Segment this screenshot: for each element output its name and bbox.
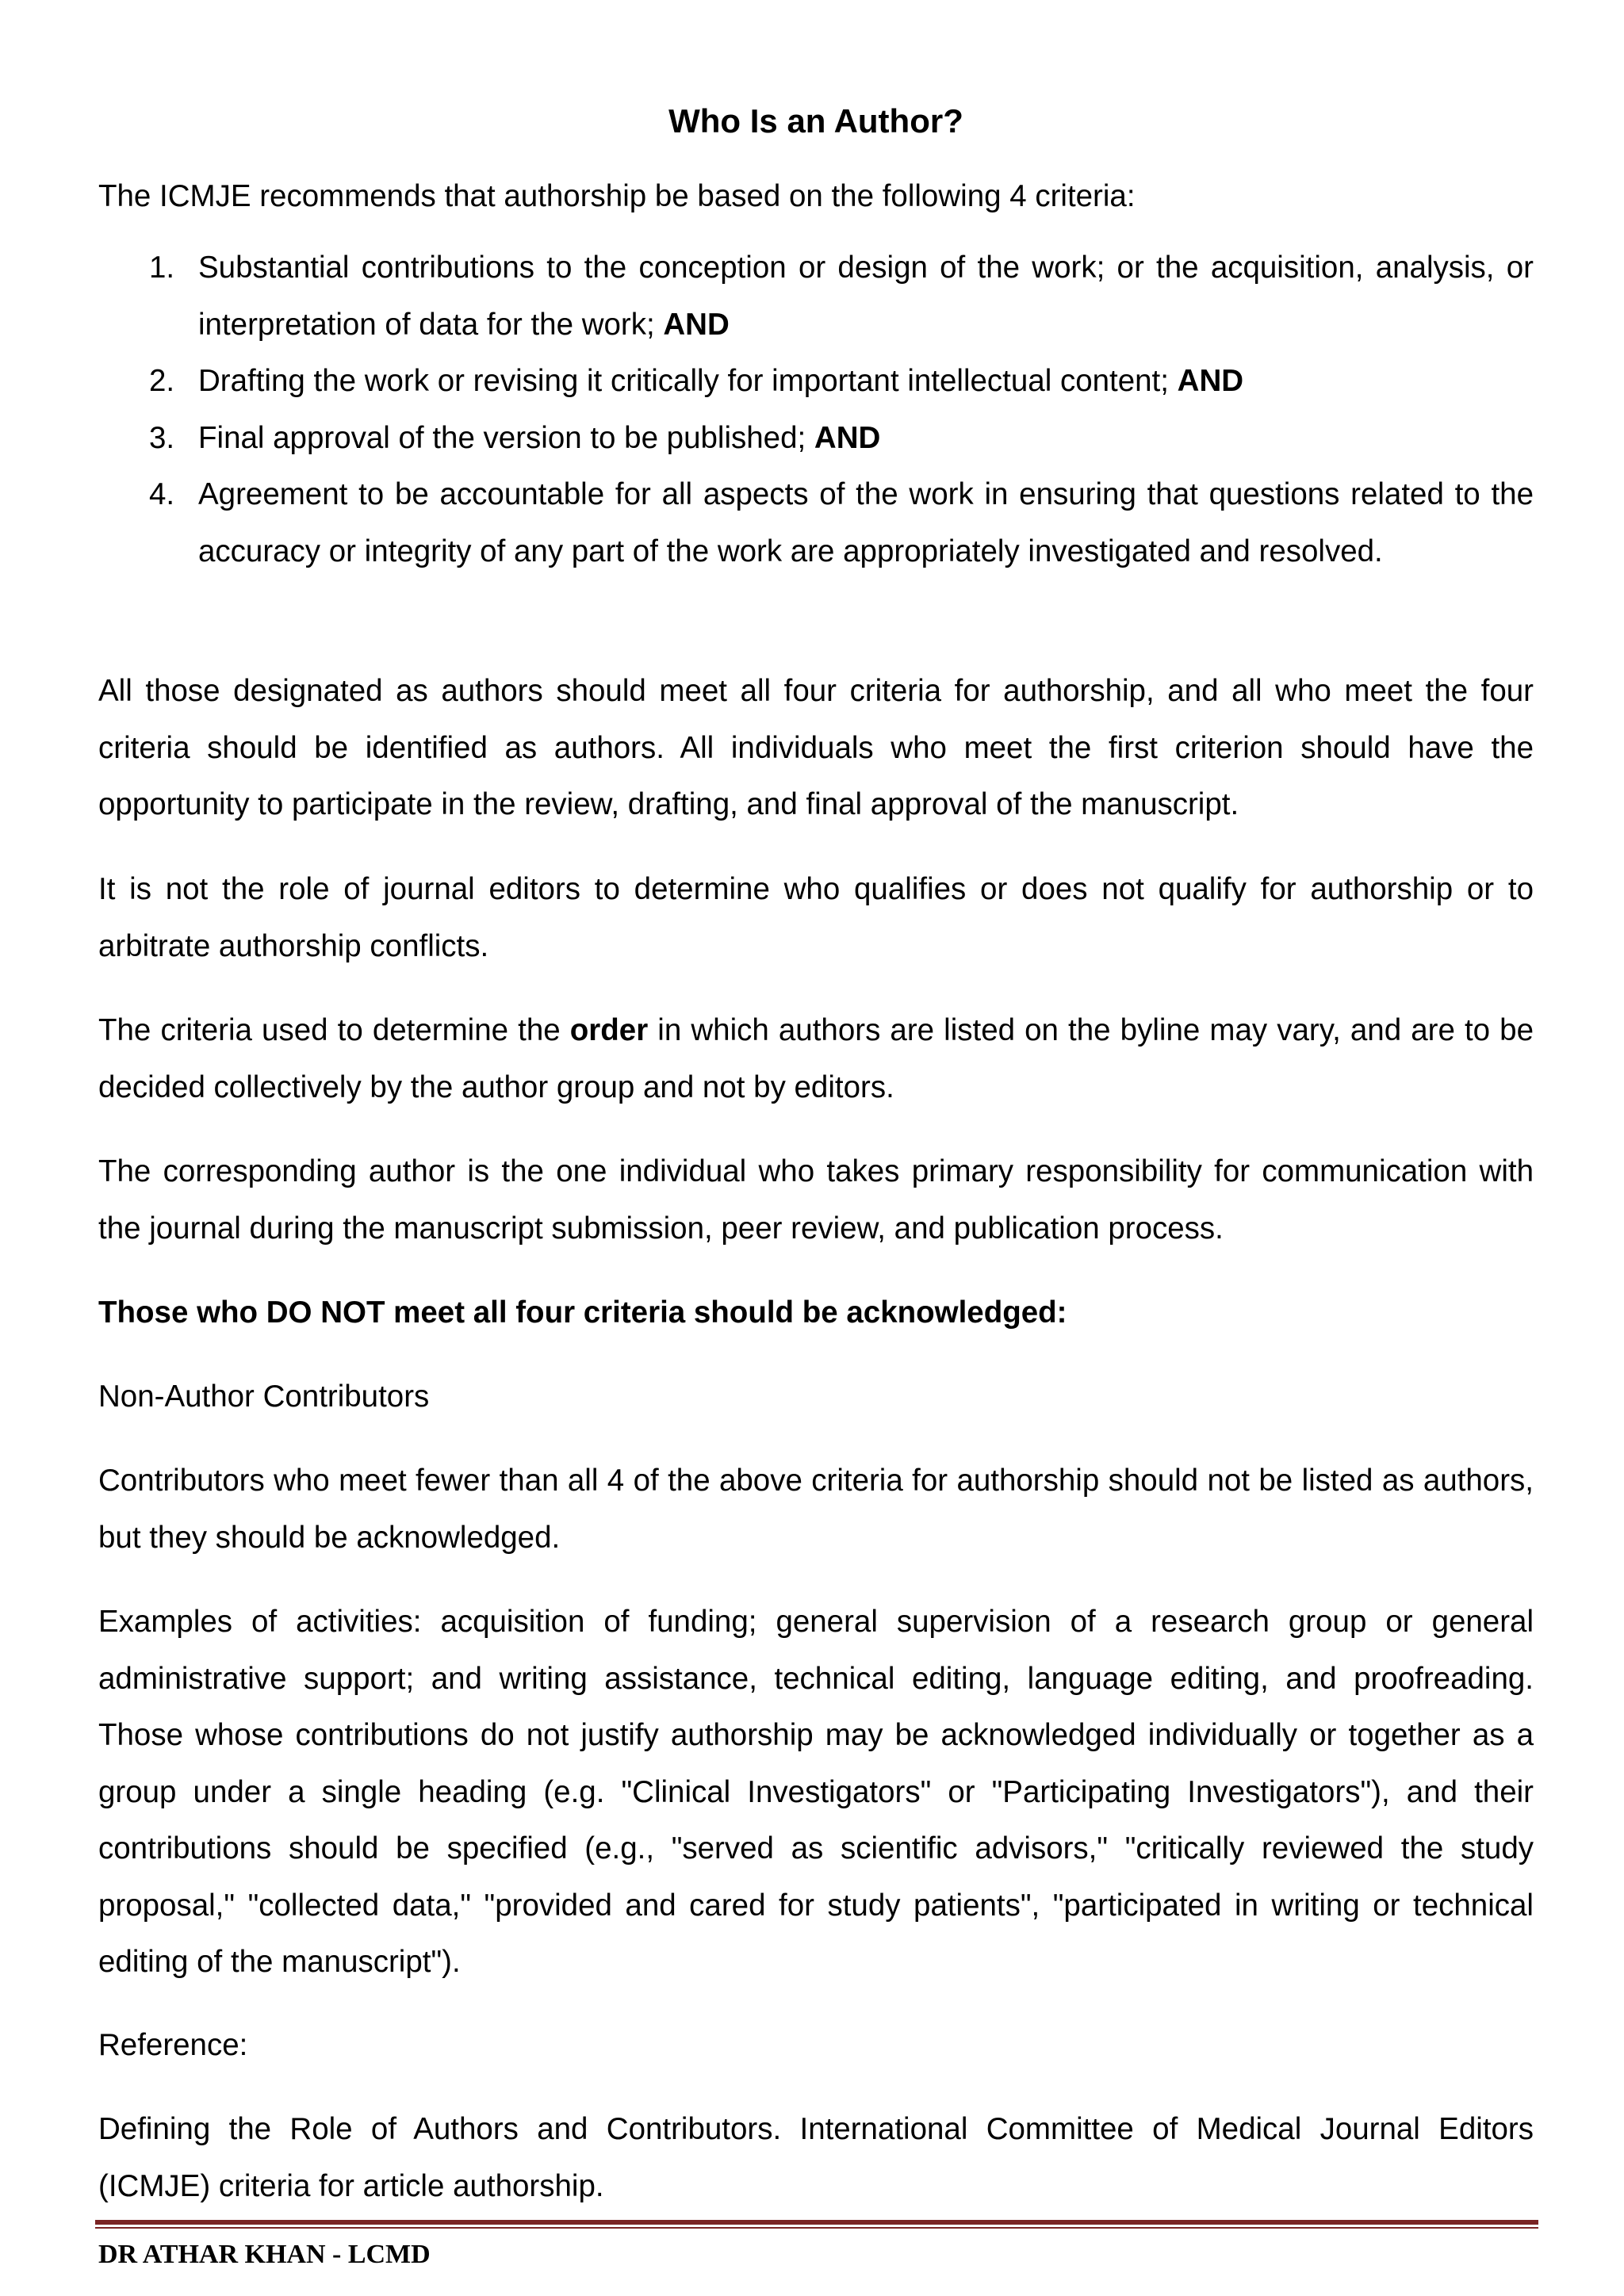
criteria-text: Substantial contributions to the conception or design of the work; or the acquisition, analysis, or interpretation of data for the work; <box>198 251 1534 342</box>
page-title: Who Is an Author? <box>668 102 963 140</box>
order-text-before: The criteria used to determine the <box>98 1013 570 1047</box>
criteria-item-2 <box>98 353 1534 410</box>
reference-text: Defining the Role of Authors and Contributors. International Committee of Medical Journal Editors (ICMJE) criteria for article authorship. <box>98 2112 1534 2203</box>
criteria-number: 1. <box>149 251 175 285</box>
criteria-text: Agreement to be accountable for all aspects of the work in ensuring that questions related to the accuracy or integrity of any part of the work are appropriately investigated and resolved. <box>198 477 1534 568</box>
paragraph-contributors: Contributors who meet fewer than all 4 of the above criteria for authorship should not be listed as authors, but they should be acknowledged. <box>98 1464 1534 1555</box>
criteria-and: AND <box>663 307 730 342</box>
criteria-number: 2. <box>149 364 175 398</box>
criteria-item-3 <box>98 410 1534 467</box>
criteria-and: AND <box>1177 364 1244 398</box>
paragraph-corresponding-author: The corresponding author is the one individual who takes primary responsibility for communication with the journal during the manuscript submission, peer review, and publication process. <box>98 1154 1534 1246</box>
intro-paragraph: The ICMJE recommends that authorship be based on the following 4 criteria: <box>98 179 1136 213</box>
criteria-item-1 <box>98 239 1534 353</box>
paragraph-editors-role: It is not the role of journal editors to determine who qualifies or does not qualify for authorship or to arbitrate authorship conflicts. <box>98 872 1534 963</box>
criteria-list <box>98 239 1534 580</box>
subheading-non-author-contributors: Non-Author Contributors <box>98 1380 430 1414</box>
criteria-text: Final approval of the version to be published; <box>198 420 814 455</box>
footer-author: DR ATHAR KHAN - LCMD <box>98 2240 431 2269</box>
footer-rule-thick <box>95 2220 1538 2225</box>
paragraph-all-designated: All those designated as authors should meet all four criteria for authorship, and all who meet the four criteria should be identified as authors. All individuals who meet the first criterion should have the opportunity to participate in the review, drafting, and final approval of the manuscript. <box>98 674 1534 821</box>
criteria-number: 3. <box>149 420 175 455</box>
criteria-number: 4. <box>149 477 175 511</box>
paragraph-examples: Examples of activities: acquisition of funding; general supervision of a research group or general administrative support; and writing assistance, technical editing, language editing, and proofreading. Those whose contributions do not justify authorship may be acknowledged individually or together as a group under a single heading (e.g. "Clinical Investigators" or "Participating Investigators"), and their contributions should be specified (e.g., "served as scientific advisors," "critically reviewed the study proposal," "collected data," "provided and cared for study patients", "participated in writing or technical editing of the manuscript"). <box>98 1605 1534 1979</box>
footer-rule-thin <box>95 2227 1538 2229</box>
order-bold-word: order <box>569 1013 649 1047</box>
heading-acknowledged: Those who DO NOT meet all four criteria should be acknowledged: <box>98 1295 1067 1330</box>
order-text-after: in which authors are listed on the byline may vary, and are to be decided collectively by the author group and not by editors. <box>98 1013 1534 1104</box>
criteria-text: Drafting the work or revising it critically for important intellectual content; <box>198 364 1178 398</box>
paragraph-author-order <box>98 1002 1534 1115</box>
criteria-item-4 <box>98 466 1534 580</box>
criteria-and: AND <box>814 420 881 455</box>
reference-label: Reference: <box>98 2028 248 2062</box>
